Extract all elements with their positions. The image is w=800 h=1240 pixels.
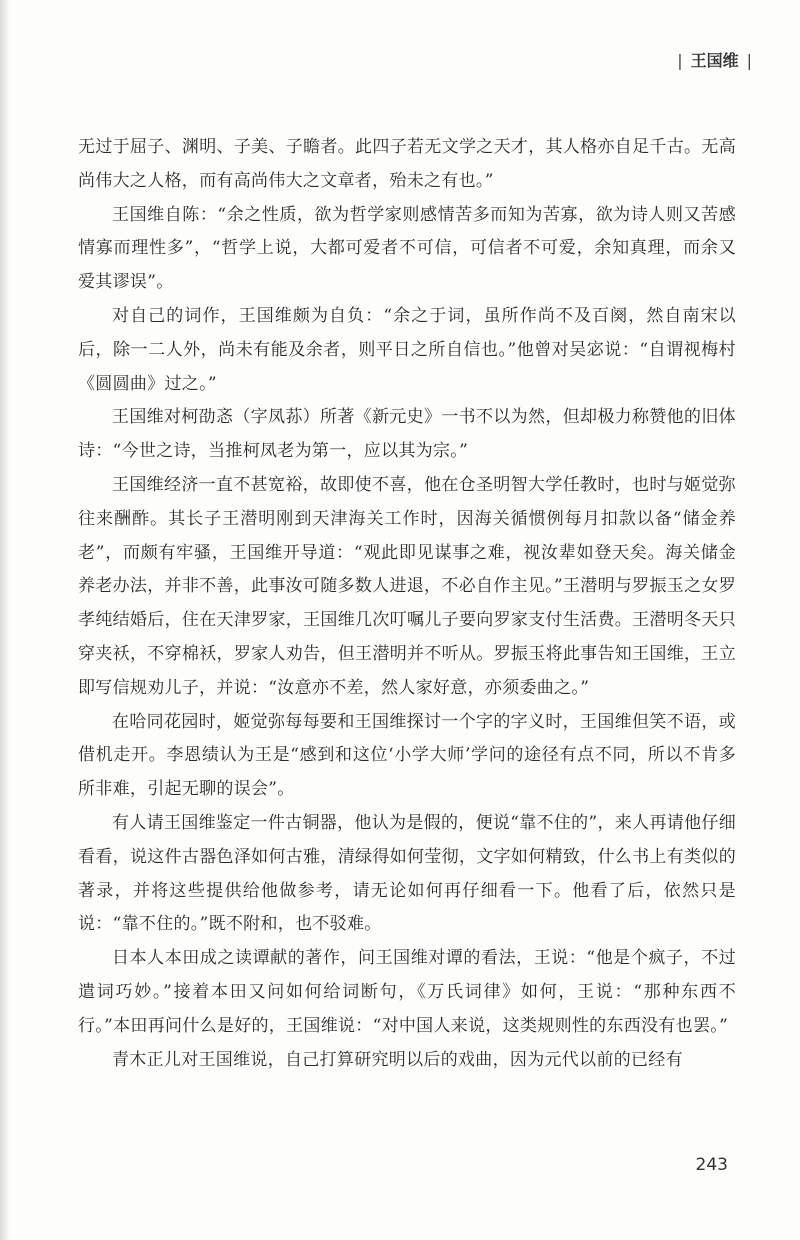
paragraph: 对自己的词作，王国维颇为自负：“余之于词，虽所作尚不及百阕，然自南宋以后，除一二人外，尚未有能及余者，则平日之所自信也。”他曾对吴宓说：“自谓视梅村《圆圆曲》过之。” <box>78 305 736 394</box>
header-divider-left: | <box>677 51 683 70</box>
header-divider-right: | <box>746 51 752 70</box>
paragraph: 有人请王国维鉴定一件古铜器，他认为是假的，便说“靠不住的”，来人再请他仔细看看，说这件古器色泽如何古雅，清绿得如何莹彻，文字如何精致，什么书上有类似的著录，并将这些提供给他做参考，请无论如何再仔细看一下。他看了后，依然只是说：“靠不住的。”既不附和，也不驳难。 <box>78 812 736 935</box>
paragraph: 在哈同花园时，姬觉弥每每要和王国维探讨一个字的字义时，王国维但笑不语，或借机走开。李恩绩认为王是“感到和这位‘小学大师’学问的途径有点不同，所以不肯多所非难，引起无聊的误会”。 <box>78 711 736 800</box>
body-text <box>78 131 736 1077</box>
running-header <box>669 48 760 71</box>
paragraph: 王国维经济一直不甚宽裕，故即使不喜，他在仓圣明智大学任教时，也时与姬觉弥往来酬酢。其长子王潜明刚到天津海关工作时，因海关循惯例每月扣款以备“储金养老”，而颇有牢骚，王国维开导道：“观此即见谋事之难，视汝辈如登天矣。海关储金养老办法，并非不善，此事汝可随多数人进退，不必自作主见。”王潜明与罗振玉之女罗孝纯结婚后，住在天津罗家，王国维几次叮嘱儿子要向罗家支付生活费。王潜明冬天只穿夹袄，不穿棉袄，罗家人劝告，但王潜明并不听从。罗振玉将此事告知王国维，王立即写信规劝儿子，并说：“汝意亦不差，然人家好意，亦须委曲之。” <box>78 474 736 698</box>
paragraph: 日本人本田成之读谭献的著作，问王国维对谭的看法，王说：“他是个疯子，不过遣词巧妙。”接着本田又问如何给词断句，《万氏词律》如何，王说：“那种东西不行。”本田再问什么是好的，王国维说：“对中国人来说，这类规则性的东西没有也罢。” <box>78 948 736 1036</box>
page-number: 243 <box>695 1155 728 1175</box>
paragraph: 无过于屈子、渊明、子美、子瞻者。此四子若无文学之天才，其人格亦自足千古。无高尚伟大之人格，而有高尚伟大之文章者，殆未之有也。” <box>78 137 736 191</box>
binding-shadow <box>0 0 10 1240</box>
paragraph: 王国维对柯劭忞（字凤荪）所著《新元史》一书不以为然，但却极力称赞他的旧体诗：“今世之诗，当推柯凤老为第一，应以其为宗。” <box>78 407 736 462</box>
paragraph: 青木正儿对王国维说，自己打算研究明以后的戏曲，因为元代以前的已经有 <box>112 1049 683 1070</box>
paragraph: 王国维自陈：“余之性质，欲为哲学家则感情苦多而知为苦寡，欲为诗人则又苦感情寡而理性多”，“哲学上说，大都可爱者不可信，可信者不可爱，余知真理，而余又爱其谬误”。 <box>78 204 736 293</box>
running-title: 王国维 <box>690 51 739 70</box>
